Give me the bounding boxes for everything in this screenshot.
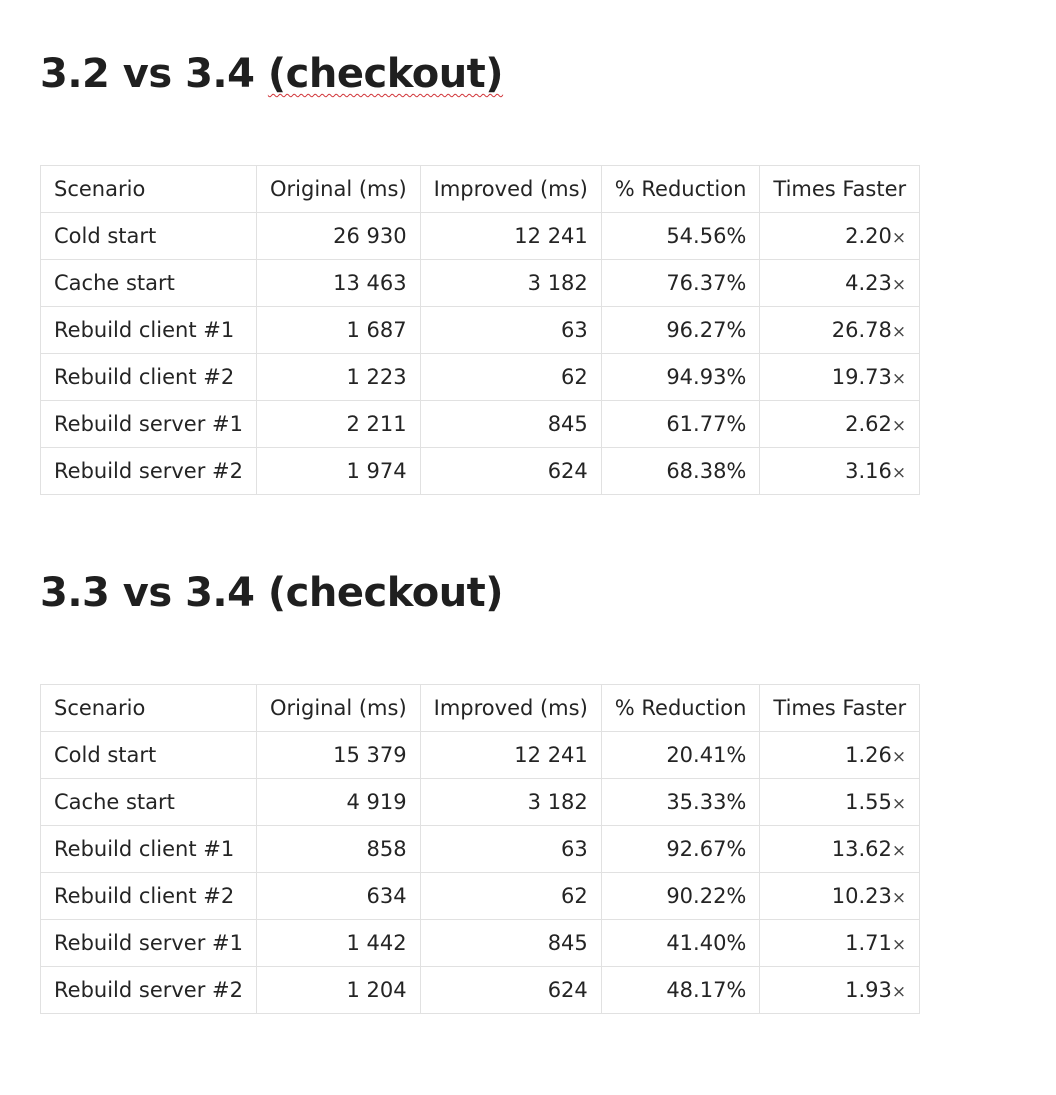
times-symbol: ×	[891, 228, 907, 248]
header-scenario: Scenario	[41, 166, 257, 213]
cell-times-faster	[760, 967, 920, 1014]
header-times-faster: Times Faster	[760, 685, 920, 732]
times-value: 1.55	[845, 790, 892, 814]
cell-original: 26 930	[257, 213, 421, 260]
cell-reduction: 48.17%	[601, 967, 760, 1014]
times-value: 3.16	[845, 459, 892, 483]
times-symbol: ×	[891, 982, 907, 1002]
table-row	[41, 732, 920, 779]
cell-reduction: 54.56%	[601, 213, 760, 260]
cell-times-faster	[760, 732, 920, 779]
cell-times-faster	[760, 213, 920, 260]
cell-original: 2 211	[257, 401, 421, 448]
cell-original: 858	[257, 826, 421, 873]
times-symbol: ×	[891, 841, 907, 861]
times-value: 10.23	[831, 884, 892, 908]
cell-improved: 63	[420, 307, 601, 354]
cell-reduction: 92.67%	[601, 826, 760, 873]
cell-times-faster	[760, 920, 920, 967]
cell-improved: 3 182	[420, 260, 601, 307]
cell-times-faster	[760, 826, 920, 873]
table-row	[41, 307, 920, 354]
cell-reduction: 94.93%	[601, 354, 760, 401]
times-symbol: ×	[891, 369, 907, 389]
cell-original: 4 919	[257, 779, 421, 826]
cell-reduction: 20.41%	[601, 732, 760, 779]
times-symbol: ×	[891, 322, 907, 342]
cell-reduction: 41.40%	[601, 920, 760, 967]
cell-scenario: Rebuild server #2	[41, 448, 257, 495]
cell-improved: 63	[420, 826, 601, 873]
header-original: Original (ms)	[257, 166, 421, 213]
times-value: 26.78	[831, 318, 892, 342]
table-header-row	[41, 166, 920, 213]
cell-improved: 12 241	[420, 213, 601, 260]
times-symbol: ×	[891, 747, 907, 767]
heading-prefix: 3.2 vs 3.4	[40, 51, 268, 97]
table-row	[41, 448, 920, 495]
cell-times-faster	[760, 873, 920, 920]
times-value: 1.71	[845, 931, 892, 955]
table-row	[41, 213, 920, 260]
table-row	[41, 920, 920, 967]
cell-improved: 62	[420, 354, 601, 401]
cell-improved: 62	[420, 873, 601, 920]
heading-word: (checkout)	[267, 570, 504, 616]
table-row	[41, 401, 920, 448]
cell-improved: 845	[420, 401, 601, 448]
header-scenario: Scenario	[41, 685, 257, 732]
times-symbol: ×	[891, 416, 907, 436]
times-value: 2.62	[845, 412, 892, 436]
cell-reduction: 61.77%	[601, 401, 760, 448]
cell-scenario: Rebuild server #1	[41, 920, 257, 967]
cell-times-faster	[760, 779, 920, 826]
benchmark-table	[40, 684, 920, 1014]
cell-improved: 845	[420, 920, 601, 967]
header-reduction: % Reduction	[601, 685, 760, 732]
cell-original: 1 204	[257, 967, 421, 1014]
table-row	[41, 260, 920, 307]
table-row	[41, 354, 920, 401]
times-symbol: ×	[891, 463, 907, 483]
cell-scenario: Cache start	[41, 779, 257, 826]
header-improved: Improved (ms)	[420, 685, 601, 732]
cell-original: 1 442	[257, 920, 421, 967]
times-symbol: ×	[891, 794, 907, 814]
times-value: 13.62	[831, 837, 892, 861]
section-heading	[40, 567, 503, 619]
times-value: 19.73	[831, 365, 892, 389]
cell-scenario: Rebuild server #2	[41, 967, 257, 1014]
section-heading	[40, 48, 503, 100]
heading-prefix: 3.3 vs 3.4	[40, 570, 268, 616]
cell-improved: 624	[420, 967, 601, 1014]
cell-scenario: Cold start	[41, 732, 257, 779]
cell-original: 15 379	[257, 732, 421, 779]
cell-times-faster	[760, 260, 920, 307]
cell-scenario: Rebuild client #2	[41, 873, 257, 920]
cell-original: 13 463	[257, 260, 421, 307]
times-value: 1.26	[845, 743, 892, 767]
cell-improved: 624	[420, 448, 601, 495]
cell-reduction: 35.33%	[601, 779, 760, 826]
cell-original: 1 223	[257, 354, 421, 401]
cell-times-faster	[760, 401, 920, 448]
cell-reduction: 68.38%	[601, 448, 760, 495]
times-symbol: ×	[891, 888, 907, 908]
cell-times-faster	[760, 448, 920, 495]
times-symbol: ×	[891, 935, 907, 955]
times-value: 2.20	[845, 224, 892, 248]
times-value: 4.23	[845, 271, 892, 295]
times-symbol: ×	[891, 275, 907, 295]
table-row	[41, 826, 920, 873]
benchmark-table	[40, 165, 920, 495]
header-times-faster: Times Faster	[760, 166, 920, 213]
heading-spellcheck-word[interactable]: (checkout)	[267, 51, 504, 97]
cell-times-faster	[760, 354, 920, 401]
cell-scenario: Rebuild client #1	[41, 307, 257, 354]
header-original: Original (ms)	[257, 685, 421, 732]
header-improved: Improved (ms)	[420, 166, 601, 213]
cell-scenario: Rebuild server #1	[41, 401, 257, 448]
cell-reduction: 90.22%	[601, 873, 760, 920]
table-header-row	[41, 685, 920, 732]
table-row	[41, 873, 920, 920]
cell-times-faster	[760, 307, 920, 354]
header-reduction: % Reduction	[601, 166, 760, 213]
cell-scenario: Cold start	[41, 213, 257, 260]
cell-original: 1 974	[257, 448, 421, 495]
cell-scenario: Rebuild client #1	[41, 826, 257, 873]
cell-scenario: Rebuild client #2	[41, 354, 257, 401]
cell-reduction: 76.37%	[601, 260, 760, 307]
cell-scenario: Cache start	[41, 260, 257, 307]
table-row	[41, 967, 920, 1014]
table-row	[41, 779, 920, 826]
cell-original: 1 687	[257, 307, 421, 354]
cell-original: 634	[257, 873, 421, 920]
cell-reduction: 96.27%	[601, 307, 760, 354]
times-value: 1.93	[845, 978, 892, 1002]
cell-improved: 12 241	[420, 732, 601, 779]
cell-improved: 3 182	[420, 779, 601, 826]
